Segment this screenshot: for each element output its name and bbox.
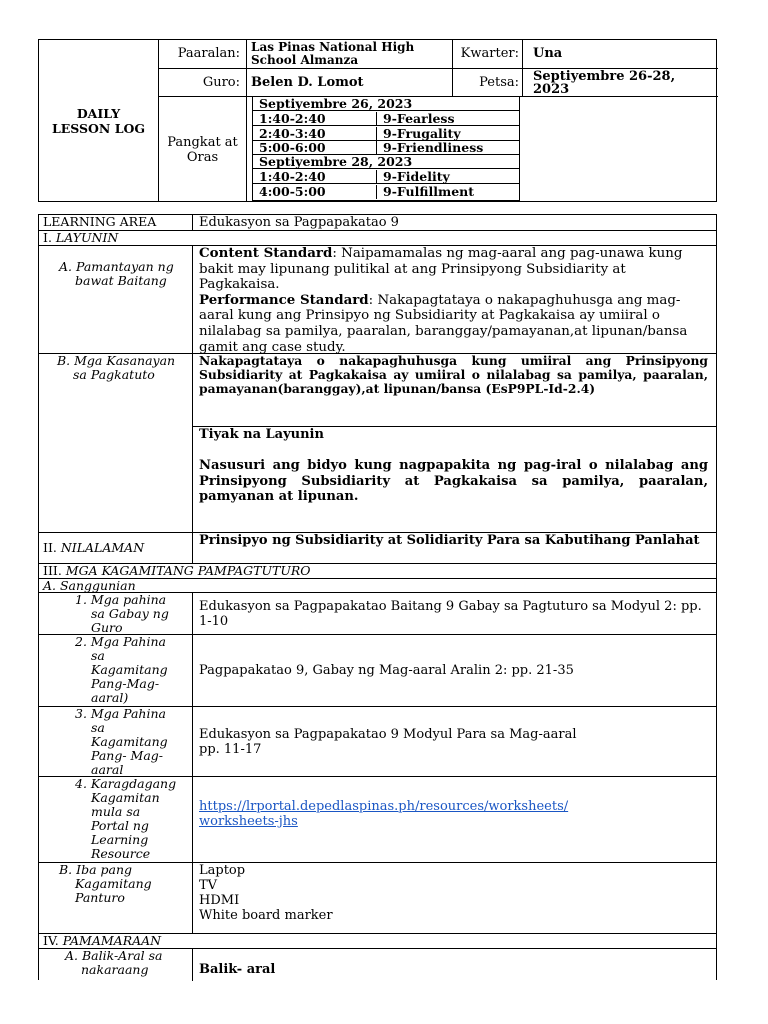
list-item: TV: [199, 878, 218, 893]
reference-row: 3. Mga Pahina sa Kagamitang Pang- Mag- aaral Edukasyon sa Pagpapakatao 9 Modyul Para sa Mag-aaral pp. 11-17: [39, 707, 716, 777]
reference-text: Pagpapakatao 9, Gabay ng Mag-aaral Aralin 2: pp. 21-35: [199, 663, 574, 678]
list-item: White board marker: [199, 908, 333, 923]
header-table: [38, 39, 717, 202]
list-item: Laptop: [199, 863, 246, 878]
petsa-label: Petsa:: [479, 74, 519, 90]
reference-text: Edukasyon sa Pagpapakatao 9 Modyul Para sa Mag-aaral pp. 11-17: [199, 727, 577, 757]
pangkat-label: Pangkat at Oras: [167, 134, 238, 165]
sanggunian-row: [39, 579, 716, 593]
balik-aral-row: A. Balik-Aral sa nakaraang Balik- aral: [39, 949, 716, 981]
sanggunian-label: A. Sanggunian: [43, 578, 136, 593]
kasanayan-row: B. Mga Kasanayan sa Pagkatuto Nakapagtataya o nakapaghuhusga kung umiiral ang Prinsipyong Subsidiarity at Pagkakaisa ay umiiral o nilalabag sa pamilya, paaralan, pamayanan(baranggay),at lipunan/bansa (EsP9PL-Id-2.4) Tiyak na Layunin Nasusuri ang bidyo kung nagpapakita ng pag-iral o nilalabag ang Prinsipyong Subsidiarity at Pagkakaisa sa pamilya, paaralan, pamyanan at lipunan.: [39, 354, 716, 533]
reference-text: Edukasyon sa Pagpapakatao Baitang 9 Gabay sa Pagtuturo sa Modyul 2: pp. 1-10: [199, 599, 702, 629]
pamantayan-row: A. Pamantayan ng bawat Baitang Content Standard: Naipamamalas ng mag-aaral ang pag-unawa kung bakit may lipunang pulitikal at ang Prinsipyong Subsidiarity at Pagkakaisa. Performance Standard: Nakapagtataya o nakapaghuhusga ang mag-aaral kung ang Prinsipyo ng Subsidiarity at Pagkakaisa ay umiiral o nilalabag sa pamilya, paaralan, baranggay/pamayanan,at lipunan/bansa gamit ang case study.: [39, 246, 716, 354]
nilalaman-text: Prinsipyo ng Subsidiarity at Solidiarity Para sa Kabutihang Panlahat: [199, 533, 700, 548]
standards-text: Content Standard: Naipamamalas ng mag-aaral ang pag-unawa kung bakit may lipunang pulitikal at ang Prinsipyong Subsidiarity at Pagkakaisa. Performance Standard: Nakapagtataya o nakapaghuhusga ang mag-aaral kung ang Prinsipyo ng Subsidiarity at Pagkakaisa ay umiiral o nilalabag sa pamilya, paaralan, baranggay/pamayanan,at lipunan/bansa gamit ang case study.: [199, 245, 688, 355]
section-heading: III. MGA KAGAMITANG PAMPAGTUTURO: [39, 564, 716, 579]
kasanayan-text: Nakapagtataya o nakapaghuhusga kung umiiral ang Prinsipyong Subsidiarity at Pagkakaisa ay umiiral o nilalabag sa pamilya, paaralan, pamayanan(baranggay),at lipunan/bansa (EsP9PL-Id-2.4): [193, 354, 716, 427]
reference-row: 2. Mga Pahina sa Kagamitang Pang-Mag- aaral) Pagpapakatao 9, Gabay ng Mag-aaral Aralin 2: pp. 21-35: [39, 635, 716, 707]
learning-area-value: Edukasyon sa Pagpapakatao 9: [199, 215, 399, 230]
section-heading: I. LAYUNIN: [39, 231, 716, 246]
kwarter-label: Kwarter:: [460, 46, 519, 61]
page-title: DAILY LESSON LOG: [51, 106, 146, 136]
schedule-date-row: Septiyembre 28, 2023: [253, 155, 519, 169]
portal-link[interactable]: https://lrportal.depedlaspinas.ph/resources/worksheets/ worksheets-jhs: [199, 799, 569, 829]
guro-label: Guro:: [202, 74, 240, 90]
kwarter-value: Una: [533, 46, 563, 61]
reference-row: 1. Mga pahina sa Gabay ng Guro Edukasyon sa Pagpapakatao Baitang 9 Gabay sa Pagtuturo sa Modyul 2: pp. 1-10: [39, 593, 716, 635]
teacher-name: Belen D. Lomot: [251, 74, 364, 90]
reference-row: 4. Karagdagang Kagamitan mula sa Portal ng Learning Resource https://lrportal.depedlaspinas.ph/resources/worksheets/ worksheets-jhs: [39, 777, 716, 863]
lesson-table: [38, 214, 717, 980]
schedule-date-row: Septiyembre 26, 2023: [253, 97, 519, 111]
learning-area-row: [39, 215, 716, 231]
nilalaman-row: II. NILALAMAN Prinsipyo ng Subsidiarity at Solidiarity Para sa Kabutihang Panlahat: [39, 533, 716, 564]
balik-aral-text: Balik- aral: [199, 962, 276, 977]
learning-area-label: LEARNING AREA: [39, 215, 193, 230]
tiyak-title: Tiyak na Layunin: [199, 427, 324, 442]
schedule-row: 1:40-2:40 9-Fearless: [253, 112, 519, 126]
schedule-row: 1:40-2:40 9-Fidelity: [253, 170, 519, 184]
paaralan-label: Paaralan:: [177, 46, 240, 61]
section-heading: IV. PAMAMARAAN: [39, 934, 716, 949]
schedule-row: 2:40-3:40 9-Frugality: [253, 127, 519, 141]
materials-list: [193, 863, 716, 933]
tiyak-text: Nasusuri ang bidyo kung nagpapakita ng pag-iral o nilalabag ang Prinsipyong Subsidiarity at Pagkakaisa sa pamilya, paaralan, pamyanan at lipunan.: [199, 458, 708, 504]
school-name: Las Pinas National High School Almanza: [251, 40, 415, 67]
date-value: Septiyembre 26-28, 2023: [533, 68, 676, 97]
list-item: HDMI: [199, 893, 240, 908]
schedule-row: 4:00-5:00 9-Fulfillment: [253, 185, 519, 199]
iba-pang-row: B. Iba pang Kagamitang Panturo Laptop TV HDMI White board marker: [39, 863, 716, 934]
schedule-table: [252, 97, 520, 201]
schedule-row: 5:00-6:00 9-Friendliness: [253, 141, 519, 155]
